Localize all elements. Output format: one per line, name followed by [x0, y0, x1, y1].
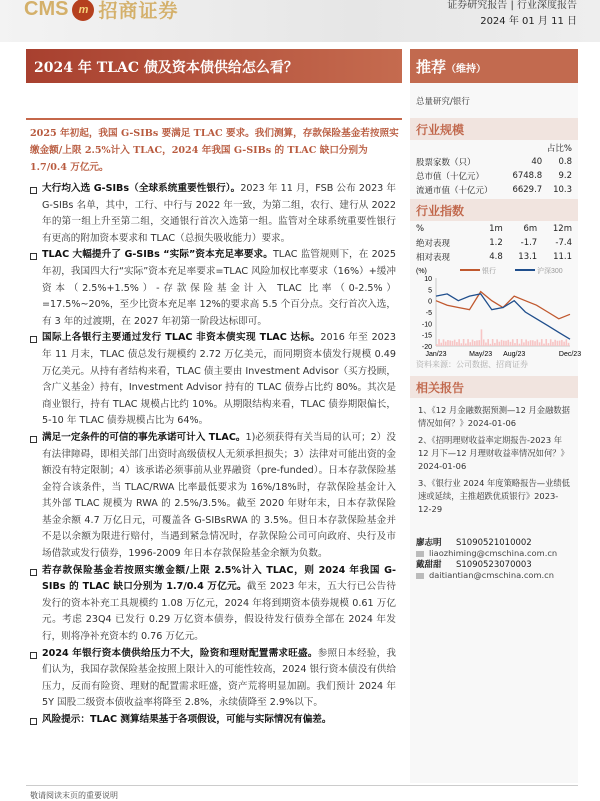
volume-bar: [443, 339, 445, 346]
cell: 4.8: [489, 252, 503, 262]
table-row: [416, 183, 572, 197]
report-date: 2024 年 01 月 11 日: [480, 16, 577, 27]
y-tick-label: -5: [425, 310, 432, 317]
row-label: 绝对表现: [416, 239, 451, 249]
row-pct: 9.2: [558, 171, 572, 181]
volume-bar: [552, 342, 554, 346]
volume-bar: [467, 339, 469, 346]
volume-bar: [494, 343, 496, 346]
cell: 13.1: [518, 252, 538, 262]
bullet-heading: 2024 年银行资本债供给压力不大，险资和理财配置需求旺盛。: [42, 647, 318, 659]
bullet-list: [30, 181, 396, 729]
volume-bar: [532, 340, 534, 346]
bullet-item: [30, 181, 396, 247]
author-id: S1090521010002: [456, 538, 532, 548]
col-header: 1m: [489, 224, 503, 234]
volume-bar: [512, 339, 514, 346]
index-chart: [410, 264, 582, 358]
row-value: 40: [531, 157, 543, 167]
logo-mark-icon: m: [72, 0, 94, 21]
volume-bar: [472, 340, 474, 346]
footer-divider: [26, 785, 578, 786]
volume-bar: [545, 339, 547, 346]
legend-label: 沪深300: [537, 268, 563, 275]
legend-label: 银行: [482, 268, 496, 275]
author-name: 戴甜甜: [416, 560, 442, 570]
volume-bar: [487, 339, 489, 346]
bullet-text: 2023 年 11 月，FSB 公布 2023 年 G-SIBs 名单，其中，工行、中行与 2022 年一致，为第二组，农行、建行从 2022 年的第一组上升至第二组，交通银行首次入选第一组。监管对全球系统重要性银行有更高的附加资本要求和 TLAC（总损失吸收能力）要求。: [42, 183, 396, 244]
series-line-0: [436, 292, 570, 319]
row-pct: 0.8: [558, 157, 572, 167]
volume-bar: [496, 339, 498, 346]
series-line-1: [436, 294, 570, 339]
col-header: 6m: [523, 224, 538, 234]
volume-bar: [530, 340, 532, 346]
volume-bar: [516, 339, 518, 346]
table-row: [416, 169, 572, 183]
volume-bar: [438, 339, 440, 346]
scale-table: [416, 141, 572, 197]
logo: [24, 0, 178, 23]
volume-bar: [474, 341, 476, 346]
bullet-item: [30, 330, 396, 430]
bullet-item: [30, 430, 396, 563]
bullet-text: 参照日本经验，我们认为，我国存款保险基金按照上限计入的可能性较高，2024 银行资本债没有供给压力，反而有险资、理财的配置需求旺盛，资产荒将明显加剧。我们预计 2024 年 5Y 国股二级资本债收益率将降至 2.8%，永续债降至 2.9%以下。: [42, 647, 396, 709]
bullet-item: [30, 712, 396, 729]
y-axis-label: (%): [416, 268, 427, 275]
category: 总量研究/银行: [416, 97, 470, 107]
volume-bar: [478, 340, 480, 346]
volume-bar: [514, 343, 516, 346]
related-item[interactable]: 2、《招明理财收益率定期报告-2023 年 12 月下—12 月理财收益率情况如何？》2024-01-06: [418, 435, 569, 471]
col-header: %: [416, 224, 425, 234]
volume-bar: [470, 342, 472, 346]
volume-bar: [550, 339, 552, 346]
volume-bar: [463, 339, 465, 346]
volume-bar: [445, 342, 447, 346]
volume-bar: [476, 340, 478, 346]
rating-label: 推荐: [416, 58, 447, 76]
volume-bar: [503, 341, 505, 346]
author-email[interactable]: daitiantian@cmschina.com.cn: [429, 570, 555, 580]
cell: 11.1: [553, 252, 572, 262]
volume-bar: [510, 342, 512, 346]
y-tick-label: 0: [428, 298, 432, 306]
volume-bar: [465, 343, 467, 346]
volume-bar: [563, 342, 565, 346]
bullet-text: 2016 年至 2023 年 11 月末，TLAC 债总发行规模约 2.72 万亿美元，而同期资本债发行规模 0.49 万亿美元。从持有者结构来看，TLAC 债主要由 Investment Advisor（买方投顾，含广义基金）持有，Investment Advisor 持有的 TLAC 债券占比约 80%。其次是商业银行，持有 TLAC 规模占比约 10%。从期限结构来看，TLAC 债券期限偏长，5-10 年 TLAC 债券规模占比为 64%。: [42, 332, 396, 427]
volume-bar: [537, 340, 539, 346]
rating-sub: （维持）: [446, 64, 487, 75]
table-row: [416, 236, 572, 250]
volume-bar: [490, 344, 492, 346]
related-item[interactable]: 3、《银行业 2024 年度策略报告—业绩低速或延续，主推超跌优质银行》2023-12-29: [418, 478, 570, 514]
index-table: [416, 222, 572, 264]
related-item[interactable]: 1、《12 月金融数据预测—12 月金融数据情况如何？》2024-01-06: [418, 405, 570, 428]
volume-bar: [541, 339, 543, 346]
volume-bar: [523, 342, 525, 346]
bullet-heading: 大行均入选 G-SIBs（全球系统重要性银行）。: [42, 183, 241, 194]
bullet-item: [30, 646, 396, 712]
row-label: 相对表现: [416, 253, 451, 263]
volume-bar: [449, 341, 451, 346]
cell: 1.2: [489, 238, 503, 248]
row-label: 股票家数（只）: [416, 158, 476, 168]
volume-bar: [454, 340, 456, 346]
volume-bar: [566, 339, 568, 346]
volume-bar: [534, 341, 536, 346]
volume-bar: [543, 344, 545, 346]
y-tick-label: -15: [421, 332, 432, 340]
volume-bar: [440, 343, 442, 346]
bullet-item: [30, 247, 396, 330]
volume-bar: [548, 343, 550, 346]
page-header: [0, 0, 600, 42]
row-value: 6748.8: [512, 171, 543, 181]
volume-bar: [528, 341, 530, 346]
volume-bar: [554, 340, 556, 346]
rating: [410, 49, 578, 83]
author-id: S1090523070003: [456, 560, 532, 570]
volume-bar: [485, 343, 487, 346]
row-value: 6629.7: [512, 185, 543, 195]
volume-bar: [521, 339, 523, 346]
x-tick-label: Dec/23: [558, 351, 582, 358]
y-tick-label: 5: [428, 287, 432, 295]
report-title: 2024 年 TLAC 债及资本债供给怎么看？: [26, 49, 402, 83]
row-label: 总市值（十亿元）: [416, 172, 485, 182]
x-tick-label: Jan/23: [425, 351, 447, 358]
logo-cn: 招商证券: [98, 1, 179, 22]
author-name: 廖志明: [416, 538, 442, 548]
logo-en: CMS: [24, 0, 69, 20]
volume-bar: [447, 340, 449, 346]
volume-bar: [483, 339, 485, 346]
author: [416, 536, 576, 580]
bullet-text: 截至 2023 年末，五大行已公告待发行的资本补充工具规模约 1.08 万亿元，2024 年将到期资本债券规模 0.61 万亿元。考虑 23Q4 已发行 0.29 万亿资本债券，假设待发行债券全部在 2024 年发行，则将净补充资本约 0.76 万亿元。: [42, 581, 396, 643]
chart-source: 资料来源：公司数据、招商证券: [416, 360, 528, 369]
related-heading: 相关报告: [410, 376, 578, 398]
cell: -1.7: [520, 238, 538, 248]
y-tick-label: -20: [421, 344, 432, 351]
col-header: 占比%: [546, 144, 572, 154]
mail-icon: [416, 551, 424, 557]
y-tick-label: 10: [424, 276, 432, 283]
divider: [26, 118, 402, 120]
row-pct: 10.3: [553, 185, 572, 195]
related-list: [418, 404, 570, 520]
volume-bar: [492, 339, 494, 346]
x-tick-label: Aug/23: [503, 351, 526, 358]
table-row: [416, 155, 572, 169]
volume-bar: [458, 339, 460, 346]
bullet-heading: 满足一定条件的可信的事先承诺可计入 TLAC。: [42, 431, 246, 443]
volume-bar: [507, 340, 509, 346]
volume-bar: [499, 342, 501, 346]
row-label: 流通市值（十亿元）: [416, 186, 493, 196]
bullet-heading: TLAC 大幅提升了 G-SIBs “实际”资本充足率要求。: [42, 249, 273, 261]
x-tick-label: May/23: [469, 351, 493, 358]
bullet-heading: 国际上各银行主要通过发行 TLAC 非资本债实现 TLAC 达标。: [42, 332, 321, 344]
volume-bar: [505, 341, 507, 346]
volume-bar: [452, 341, 454, 346]
col-header: 12m: [552, 224, 572, 234]
bullet-heading: 风险提示：TLAC 测算结果基于各项假设，可能与实际情况有偏差。: [42, 714, 332, 725]
volume-bar: [525, 340, 527, 346]
bullet-item: [30, 563, 396, 646]
report-type: 证券研究报告 | 行业深度报告: [447, 0, 577, 11]
volume-bar: [461, 343, 463, 346]
scale-heading: 行业规模: [410, 118, 578, 140]
volume-bar: [519, 344, 521, 346]
bullet-text: TLAC 监管规则下，在 2025 年初，我国四大行“实际”资本充足率要求=TLAC 风险加权比率要求（16%）+缓冲资本（2.5%+1.5%）-存款保险基金计入 TLAC 比率（0-2.5%）=17.5%~20%，至少比资本充足率 12%的要求高 5.5 个百分点。交行首次入选，有 3 年的过渡期，在 2027 年初第一阶段达标即可。: [42, 249, 396, 327]
bullet-text: 1)必须获得有关当局的认可；2）没有法律障碍，即相关部门出资时高级债权人无须承担损失；3）法律对可能出资的金额没有特定限制；4）该承诺必须事前从业界融资（pre-funded）。日本存款保险基金符合该条件，当 TLAC/RWA 比率最低要求为 16%/18%时，存款保险基金计入其外部 TLAC 规模为 RWA 的 2.5%/3.5%。截至 2020 年财年末，日本存款保险基金余额 4.7 万亿日元，可覆盖各 G-SIBsRWA 的 3.5%。但日本存款保险基金并不是以余额为限进行赔付，当遇到紧急情况时，存款保险公司可向政府、央行及市场借款或发行债券，1996-2009 年日本存款保险基金余额为负数。: [42, 431, 397, 560]
volume-bar: [559, 341, 561, 346]
volume-bar: [561, 340, 563, 346]
volume-bar: [557, 341, 559, 346]
volume-bar: [501, 340, 503, 346]
volume-bar: [456, 342, 458, 346]
cell: -7.4: [555, 238, 572, 248]
volume-bar: [436, 344, 438, 346]
volume-bar: [481, 329, 483, 346]
bullet-heading: 若存款保险基金若按照实缴金额/上限 2.5%计入 TLAC，则 2024 年我国 G-SIBs 的 TLAC 缺口分别为 1.7/0.4 万亿元。: [42, 564, 396, 593]
footer-note: 敬请阅读末页的重要说明: [30, 791, 118, 800]
mail-icon: [416, 573, 424, 579]
summary: 2025 年初起，我国 G-SIBs 要满足 TLAC 要求。我们测算，存款保险基金若按照实缴金额/上限 2.5%计入 TLAC，2024 年我国 G-SIBs 的 TLAC 缺口分别为 1.7/0.4 万亿元。: [30, 128, 399, 173]
index-heading: 行业指数: [410, 199, 578, 221]
y-tick-label: -10: [421, 321, 432, 329]
volume-bar: [539, 342, 541, 346]
author-email[interactable]: liaozhiming@cmschina.com.cn: [429, 548, 558, 558]
table-row: [416, 250, 572, 264]
volume-bar: [568, 343, 570, 346]
